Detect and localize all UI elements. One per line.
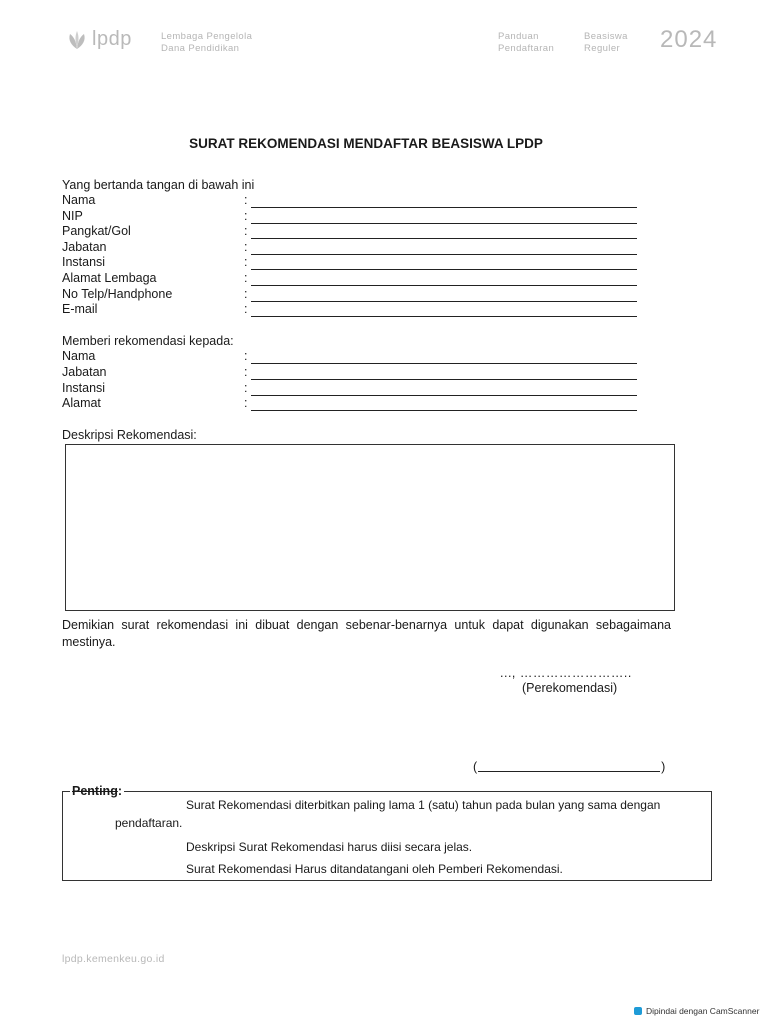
field-label: Nama bbox=[62, 349, 96, 363]
closing-statement: Demikian surat rekomendasi ini dibuat dengan sebenar-benarnya untuk dapat digunakan sebagaimana mestinya. bbox=[62, 618, 671, 649]
signer-intro: Yang bertanda tangan di bawah ini bbox=[62, 178, 255, 192]
important-item-3: Surat Rekomendasi Harus ditandatangani oleh Pemberi Rekomendasi. bbox=[186, 862, 563, 876]
fill-line[interactable] bbox=[251, 269, 637, 270]
field-colon: : bbox=[244, 255, 248, 269]
logo-text: lpdp bbox=[92, 28, 132, 50]
field-label: Nama bbox=[62, 193, 96, 207]
open-paren: ( bbox=[473, 760, 478, 774]
field-row-email bbox=[62, 302, 637, 318]
field-colon: : bbox=[244, 287, 248, 301]
field-label: Jabatan bbox=[62, 365, 107, 379]
field-colon: : bbox=[244, 365, 248, 379]
description-box[interactable] bbox=[65, 444, 675, 611]
footer-url[interactable]: lpdp.kemenkeu.go.id bbox=[62, 953, 165, 965]
recipient-intro: Memberi rekomendasi kepada: bbox=[62, 334, 234, 348]
recipient-row-alamat bbox=[62, 396, 637, 412]
field-label: Instansi bbox=[62, 381, 106, 395]
camscanner-watermark bbox=[634, 1006, 759, 1016]
recipient-row-jabatan bbox=[62, 365, 637, 381]
field-label: Instansi bbox=[62, 255, 106, 269]
fill-line[interactable] bbox=[251, 207, 637, 208]
camscanner-text: Dipindai dengan CamScanner bbox=[646, 1006, 760, 1016]
doc-line-2: Pendaftaran bbox=[498, 43, 555, 54]
field-colon: : bbox=[244, 349, 248, 363]
org-line-1: Lembaga Pengelola bbox=[161, 31, 253, 42]
document-title: SURAT REKOMENDASI MENDAFTAR BEASISWA LPDP bbox=[189, 136, 543, 151]
camscanner-icon bbox=[634, 1007, 642, 1015]
doc-type bbox=[498, 31, 554, 55]
fill-line[interactable] bbox=[251, 285, 637, 286]
important-title-text: Penting bbox=[72, 784, 118, 798]
field-row-nama bbox=[62, 193, 637, 209]
important-item-1-cont: pendaftaran. bbox=[115, 816, 183, 830]
recipient-row-nama bbox=[62, 349, 637, 365]
fill-line[interactable] bbox=[251, 410, 637, 411]
fill-line[interactable] bbox=[251, 238, 637, 239]
field-label: Alamat bbox=[62, 396, 101, 410]
close-paren: ) bbox=[661, 760, 666, 774]
field-colon: : bbox=[244, 209, 248, 223]
field-label: Jabatan bbox=[62, 240, 107, 254]
program-line-1: Beasiswa bbox=[584, 31, 628, 42]
field-label: Pangkat/Gol bbox=[62, 224, 131, 238]
description-label: Deskripsi Rekomendasi: bbox=[62, 428, 197, 442]
field-row-instansi bbox=[62, 255, 637, 271]
field-colon: : bbox=[244, 240, 248, 254]
field-label: E-mail bbox=[62, 302, 98, 316]
lpdp-logo bbox=[66, 28, 132, 51]
program-line-2: Reguler bbox=[584, 43, 621, 54]
field-colon: : bbox=[244, 396, 248, 410]
field-colon: : bbox=[244, 224, 248, 238]
fill-line[interactable] bbox=[251, 316, 637, 317]
field-label: Alamat Lembaga bbox=[62, 271, 157, 285]
signature-underline bbox=[478, 759, 660, 772]
field-row-telp bbox=[62, 287, 637, 303]
doc-line-1: Panduan bbox=[498, 31, 539, 42]
leaf-icon bbox=[66, 30, 88, 50]
field-row-alamat-lembaga bbox=[62, 271, 637, 287]
important-title bbox=[70, 784, 124, 798]
fill-line[interactable] bbox=[251, 363, 637, 364]
program-name bbox=[584, 31, 628, 55]
field-label: NIP bbox=[62, 209, 83, 223]
important-item-2: Deskripsi Surat Rekomendasi harus diisi secara jelas. bbox=[186, 840, 473, 854]
recipient-row-instansi bbox=[62, 381, 637, 397]
header-year: 2024 bbox=[660, 26, 718, 53]
fill-line[interactable] bbox=[251, 379, 637, 380]
place-date-line[interactable]: ..., …………………….. bbox=[500, 666, 632, 680]
org-line-2: Dana Pendidikan bbox=[161, 43, 240, 54]
field-label: No Telp/Handphone bbox=[62, 287, 173, 301]
signature-line[interactable] bbox=[473, 759, 665, 774]
important-title-colon: : bbox=[117, 784, 123, 798]
important-item-1: Surat Rekomendasi diterbitkan paling lama 1 (satu) tahun pada bulan yang sama dengan bbox=[186, 798, 661, 812]
recommender-role: (Perekomendasi) bbox=[522, 681, 618, 695]
field-colon: : bbox=[244, 193, 248, 207]
field-colon: : bbox=[244, 271, 248, 285]
field-colon: : bbox=[244, 381, 248, 395]
field-row-pangkat bbox=[62, 224, 637, 240]
field-colon: : bbox=[244, 302, 248, 316]
org-name bbox=[161, 31, 252, 55]
field-row-nip bbox=[62, 209, 637, 225]
field-row-jabatan bbox=[62, 240, 637, 256]
